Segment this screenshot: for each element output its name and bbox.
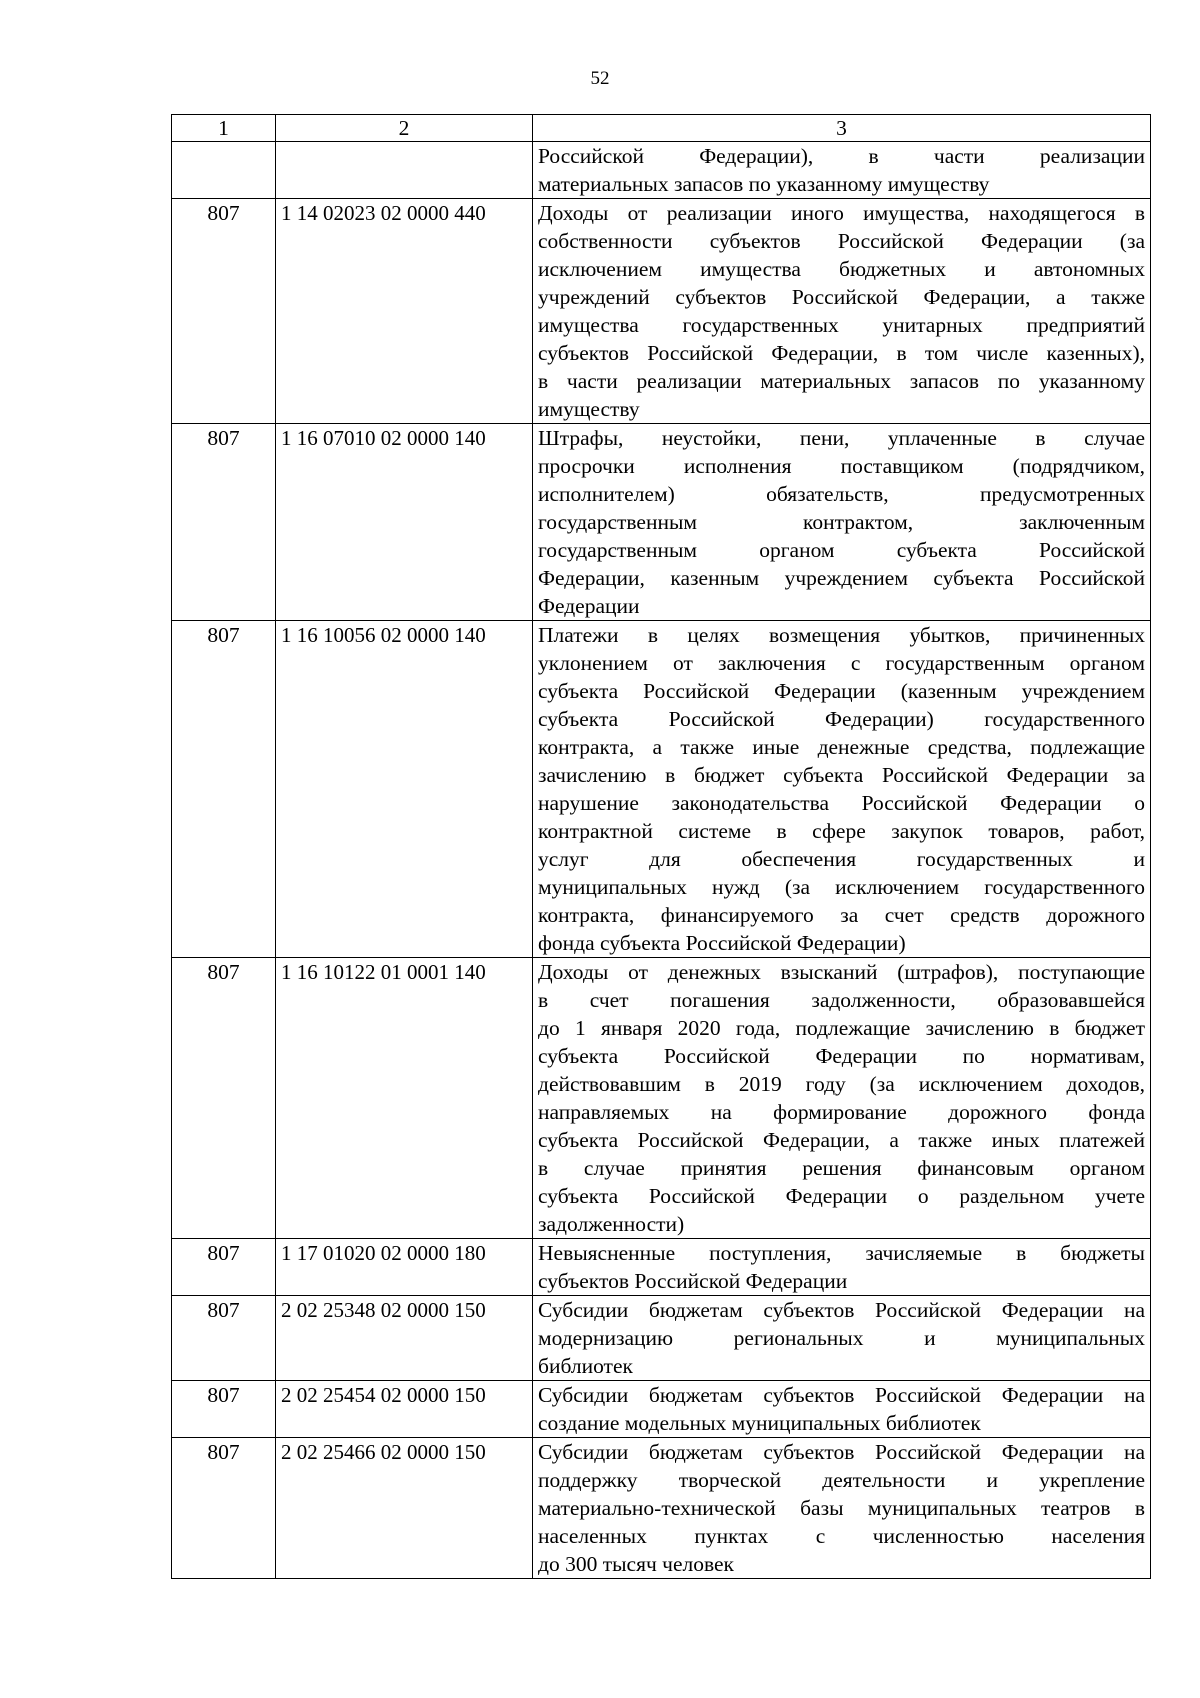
description-line: имуществу bbox=[538, 397, 640, 421]
description-line: Платежи в целях возмещения убытков, причиненных bbox=[538, 623, 1145, 647]
admin-code-cell: 807 bbox=[172, 1296, 276, 1381]
description-line: Доходы от денежных взысканий (штрафов), поступающие bbox=[538, 960, 1145, 984]
description-line: направляемых на формирование дорожного фонда bbox=[538, 1100, 1145, 1124]
description-line: библиотек bbox=[538, 1354, 633, 1378]
description-line: услуг для обеспечения государственных и bbox=[538, 847, 1145, 871]
description-line: в части реализации материальных запасов по указанному bbox=[538, 369, 1145, 393]
revenue-code-cell: 1 14 02023 02 0000 440 bbox=[276, 199, 533, 424]
description-line: в случае принятия решения финансовым органом bbox=[538, 1156, 1145, 1180]
description-line: поддержку творческой деятельности и укрепление bbox=[538, 1468, 1145, 1492]
description-line: материально-технической базы муниципальных театров в bbox=[538, 1496, 1145, 1520]
description-line: субъектов Российской Федерации, в том числе казенных), bbox=[538, 341, 1145, 365]
description-line: зачислению в бюджет субъекта Российской Федерации за bbox=[538, 763, 1145, 787]
revenue-codes-table bbox=[171, 114, 1151, 1579]
admin-code-cell: 807 bbox=[172, 1381, 276, 1438]
admin-code-cell: 807 bbox=[172, 199, 276, 424]
description-line: субъекта Российской Федерации, а также иных платежей bbox=[538, 1128, 1145, 1152]
description-line: нарушение законодательства Российской Федерации о bbox=[538, 791, 1145, 815]
column-header-admin: 1 bbox=[172, 115, 276, 142]
table-row bbox=[172, 424, 1151, 621]
page-number: 52 bbox=[590, 68, 610, 89]
description-line: Штрафы, неустойки, пени, уплаченные в случае bbox=[538, 426, 1145, 450]
description-line: задолженности) bbox=[538, 1212, 685, 1236]
table-row bbox=[172, 621, 1151, 958]
description-line: Федерации bbox=[538, 594, 640, 618]
description-line: действовавшим в 2019 году (за исключением доходов, bbox=[538, 1072, 1145, 1096]
description-cell bbox=[533, 199, 1151, 424]
table-row bbox=[172, 1381, 1151, 1438]
revenue-code-cell: 2 02 25466 02 0000 150 bbox=[276, 1438, 533, 1579]
description-line: фонда субъекта Российской Федерации) bbox=[538, 931, 906, 955]
description-line: уклонением от заключения с государственным органом bbox=[538, 651, 1145, 675]
description-cell bbox=[533, 1381, 1151, 1438]
description-line: Субсидии бюджетам субъектов Российской Федерации на bbox=[538, 1383, 1145, 1407]
description-line: материальных запасов по указанному имуществу bbox=[538, 172, 990, 196]
description-line: государственным контрактом, заключенным bbox=[538, 510, 1145, 534]
description-cell bbox=[533, 621, 1151, 958]
description-line: населенных пунктах с численностью населения bbox=[538, 1524, 1145, 1548]
table-row bbox=[172, 142, 1151, 199]
admin-code-cell: 807 bbox=[172, 958, 276, 1239]
description-line: собственности субъектов Российской Федерации (за bbox=[538, 229, 1145, 253]
description-line: в счет погашения задолженности, образовавшейся bbox=[538, 988, 1145, 1012]
admin-code-cell: 807 bbox=[172, 621, 276, 958]
description-line: Российской Федерации), в части реализации bbox=[538, 144, 1145, 168]
description-line: субъекта Российской Федерации) государственного bbox=[538, 707, 1145, 731]
description-line: муниципальных нужд (за исключением государственного bbox=[538, 875, 1145, 899]
description-line: просрочки исполнения поставщиком (подрядчиком, bbox=[538, 454, 1145, 478]
revenue-code-cell: 2 02 25454 02 0000 150 bbox=[276, 1381, 533, 1438]
description-cell bbox=[533, 1239, 1151, 1296]
description-line: создание модельных муниципальных библиотек bbox=[538, 1411, 981, 1435]
description-line: субъекта Российской Федерации о раздельном учете bbox=[538, 1184, 1145, 1208]
description-line: субъектов Российской Федерации bbox=[538, 1269, 848, 1293]
table-header-row bbox=[172, 115, 1151, 142]
description-line: контракта, финансируемого за счет средств дорожного bbox=[538, 903, 1145, 927]
description-line: имущества государственных унитарных предприятий bbox=[538, 313, 1145, 337]
table-body bbox=[172, 142, 1151, 1579]
description-line: Федерации, казенным учреждением субъекта Российской bbox=[538, 566, 1145, 590]
revenue-code-cell: 1 17 01020 02 0000 180 bbox=[276, 1239, 533, 1296]
description-cell bbox=[533, 1438, 1151, 1579]
table-row bbox=[172, 958, 1151, 1239]
revenue-code-cell: 1 16 10122 01 0001 140 bbox=[276, 958, 533, 1239]
revenue-code-cell: 1 16 10056 02 0000 140 bbox=[276, 621, 533, 958]
column-header-description: 3 bbox=[533, 115, 1151, 142]
revenue-code-cell: 2 02 25348 02 0000 150 bbox=[276, 1296, 533, 1381]
description-line: до 1 января 2020 года, подлежащие зачислению в бюджет bbox=[538, 1016, 1145, 1040]
description-line: Невыясненные поступления, зачисляемые в бюджеты bbox=[538, 1241, 1145, 1265]
description-line: Субсидии бюджетам субъектов Российской Федерации на bbox=[538, 1440, 1145, 1464]
description-line: субъекта Российской Федерации (казенным учреждением bbox=[538, 679, 1145, 703]
description-line: Доходы от реализации иного имущества, находящегося в bbox=[538, 201, 1145, 225]
description-line: государственным органом субъекта Российской bbox=[538, 538, 1145, 562]
admin-code-cell bbox=[172, 142, 276, 199]
description-line: контрактной системе в сфере закупок товаров, работ, bbox=[538, 819, 1145, 843]
description-line: Субсидии бюджетам субъектов Российской Федерации на bbox=[538, 1298, 1145, 1322]
description-line: исполнителем) обязательств, предусмотренных bbox=[538, 482, 1145, 506]
table-row bbox=[172, 1239, 1151, 1296]
description-cell bbox=[533, 142, 1151, 199]
revenue-code-cell: 1 16 07010 02 0000 140 bbox=[276, 424, 533, 621]
column-header-code: 2 bbox=[276, 115, 533, 142]
description-cell bbox=[533, 1296, 1151, 1381]
admin-code-cell: 807 bbox=[172, 1438, 276, 1579]
revenue-code-cell bbox=[276, 142, 533, 199]
description-line: до 300 тысяч человек bbox=[538, 1552, 734, 1576]
admin-code-cell: 807 bbox=[172, 1239, 276, 1296]
table-row bbox=[172, 1438, 1151, 1579]
table-row bbox=[172, 199, 1151, 424]
description-line: исключением имущества бюджетных и автономных bbox=[538, 257, 1145, 281]
description-line: контракта, а также иные денежные средства, подлежащие bbox=[538, 735, 1145, 759]
description-line: модернизацию региональных и муниципальных bbox=[538, 1326, 1145, 1350]
admin-code-cell: 807 bbox=[172, 424, 276, 621]
description-cell bbox=[533, 958, 1151, 1239]
description-line: учреждений субъектов Российской Федерации, а также bbox=[538, 285, 1145, 309]
description-line: субъекта Российской Федерации по нормативам, bbox=[538, 1044, 1145, 1068]
description-cell bbox=[533, 424, 1151, 621]
table-row bbox=[172, 1296, 1151, 1381]
